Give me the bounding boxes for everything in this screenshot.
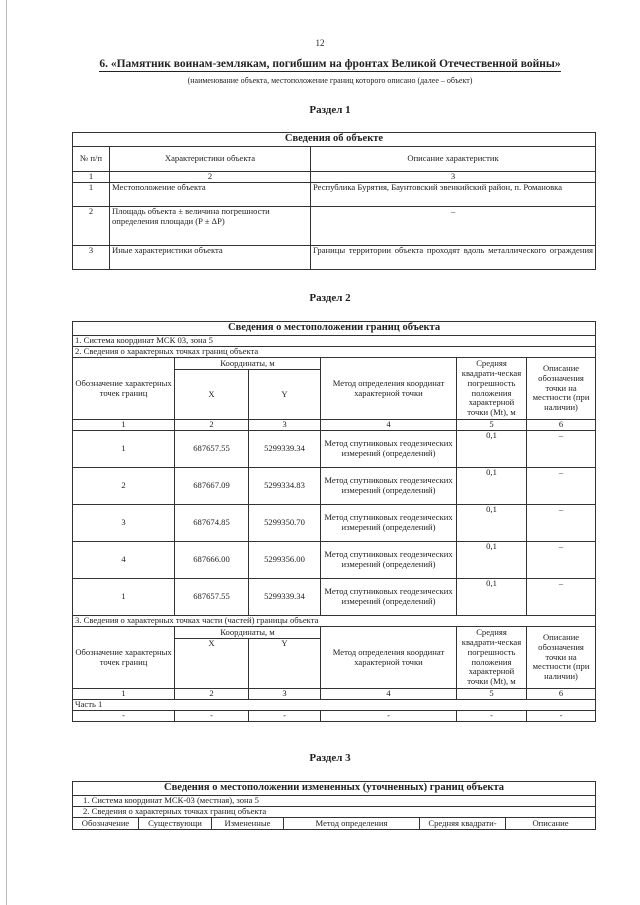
section-2-heading: Раздел 2 [309,292,351,304]
index-cell: 6 [527,420,596,431]
index-cell: 1 [73,689,175,700]
point-method: Метод спутниковых геодезических измерений (определений) [321,579,457,616]
row-number: 1 [73,183,110,207]
point-method: Метод спутниковых геодезических измерений (определений) [321,505,457,542]
col-point-label-header: Обозначение характерных точек границ [73,358,175,420]
col-number-header: № п/п [73,147,110,172]
part-cell: - [321,711,457,722]
coordinate-system: 1. Система координат МСК-03 (местная), зона 5 [73,796,596,807]
index-cell: 5 [457,689,527,700]
point-y: 5299339.34 [249,579,321,616]
part-cell: - [175,711,249,722]
point-method: Метод спутниковых геодезических измерений (определений) [321,468,457,505]
point-row [73,431,596,468]
index-cell: 6 [527,689,596,700]
page-number: 12 [315,38,325,48]
col-description-header: Описание характеристик [311,147,596,172]
point-y: 5299339.34 [249,431,321,468]
point-label: 3 [73,505,175,542]
point-desc: – [527,579,596,616]
table-row [73,207,596,246]
point-label: 1 [73,579,175,616]
boundary-location-caption: Сведения о местоположении границ объекта [73,322,596,336]
col-header: Описание [506,818,596,830]
document-subtitle: (наименование объекта, местоположение границ которого описано (далее – объект) [187,76,473,85]
point-error: 0,1 [457,468,527,505]
index-cell: 4 [321,420,457,431]
description-cell: Республика Бурятия, Баунтовский эвенкийский район, п. Романовка [311,183,596,207]
binding-line [6,0,7,905]
col-method-header: Метод определения координат характерной точки [321,358,457,420]
point-desc: – [527,431,596,468]
part-cell: - [73,711,175,722]
changed-boundaries-table [72,781,596,830]
parts-col-label-header: Обозначение характерных точек границ [73,627,175,689]
object-info-table [72,132,596,270]
index-cell: 4 [321,689,457,700]
parts-col-y-header: Y [249,639,321,689]
index-cell: 2 [110,172,311,183]
index-cell: 2 [175,689,249,700]
index-cell: 2 [175,420,249,431]
parts-section-title: 3. Сведения о характерных точках части (частей) границы объекта [73,616,596,627]
point-y: 5299356.00 [249,542,321,579]
col-header: Обозначение [73,818,139,830]
point-x: 687666.00 [175,542,249,579]
index-cell: 3 [249,420,321,431]
point-y: 5299350.70 [249,505,321,542]
point-desc: – [527,468,596,505]
points-section-title: 2. Сведения о характерных точках границ объекта [73,807,596,818]
point-x: 687667.09 [175,468,249,505]
point-row [73,579,596,616]
description-cell: – [311,207,596,246]
point-desc: – [527,505,596,542]
row-number: 3 [73,246,110,270]
col-coords-header: Координаты, м [175,358,321,370]
col-point-desc-header: Описание обозначения точки на местности (при наличии) [527,358,596,420]
section-3-heading: Раздел 3 [309,752,351,764]
table-row [73,183,596,207]
col-error-header: Средняя квадрати-ческая погрешность положения характерной точки (Mt), м [457,358,527,420]
part-label: Часть 1 [73,700,596,711]
point-x: 687674.85 [175,505,249,542]
point-x: 687657.55 [175,431,249,468]
point-desc: – [527,542,596,579]
point-label: 4 [73,542,175,579]
point-error: 0,1 [457,431,527,468]
point-method: Метод спутниковых геодезических измерений (определений) [321,542,457,579]
point-label: 1 [73,431,175,468]
characteristic-cell: Иные характеристики объекта [110,246,311,270]
index-cell: 3 [311,172,596,183]
part-cell: - [249,711,321,722]
parts-col-error-header: Средняя квадрати-ческая погрешность положения характерной точки (Mt), м [457,627,527,689]
col-characteristic-header: Характеристики объекта [110,147,311,172]
point-method: Метод спутниковых геодезических измерений (определений) [321,431,457,468]
characteristic-cell: Площадь объекта ± величина погрешности определения площади (P ± ΔP) [110,207,311,246]
point-row [73,542,596,579]
object-info-caption: Сведения об объекте [73,133,596,147]
parts-col-coords-header: Координаты, м [175,627,321,639]
part-cell: - [527,711,596,722]
characteristic-cell: Местоположение объекта [110,183,311,207]
point-error: 0,1 [457,542,527,579]
parts-col-x-header: X [175,639,249,689]
changed-boundaries-caption: Сведения о местоположении измененных (уточненных) границ объекта [73,782,596,796]
col-header: Метод определения [284,818,420,830]
point-error: 0,1 [457,505,527,542]
parts-col-desc-header: Описание обозначения точки на местности (при наличии) [527,627,596,689]
table-row [73,246,596,270]
index-cell: 3 [249,689,321,700]
points-section-title: 2. Сведения о характерных точках границ объекта [73,347,596,358]
index-cell: 1 [73,172,110,183]
table-row [73,711,596,722]
boundary-location-table [72,321,596,722]
col-header: Измененные [212,818,284,830]
col-header: Средняя квадрати- [420,818,506,830]
index-cell: 5 [457,420,527,431]
col-header: Существующи [139,818,212,830]
point-row [73,468,596,505]
point-label: 2 [73,468,175,505]
col-y-header: Y [249,370,321,420]
index-cell: 1 [73,420,175,431]
col-x-header: X [175,370,249,420]
section-1-heading: Раздел 1 [309,104,351,116]
parts-col-method-header: Метод определения координат характерной точки [321,627,457,689]
document-title-text: 6. «Памятник воинам-землякам, погибшим на фронтах Великой Отечественной войны» [99,58,561,70]
coordinate-system: 1. Система координат МСК 03, зона 5 [73,336,596,347]
description-cell: Границы территории объекта проходят вдоль металлического ограждения [311,246,596,270]
row-number: 2 [73,207,110,246]
point-y: 5299334.83 [249,468,321,505]
point-error: 0,1 [457,579,527,616]
part-cell: - [457,711,527,722]
point-row [73,505,596,542]
point-x: 687657.55 [175,579,249,616]
document-title [60,58,600,70]
